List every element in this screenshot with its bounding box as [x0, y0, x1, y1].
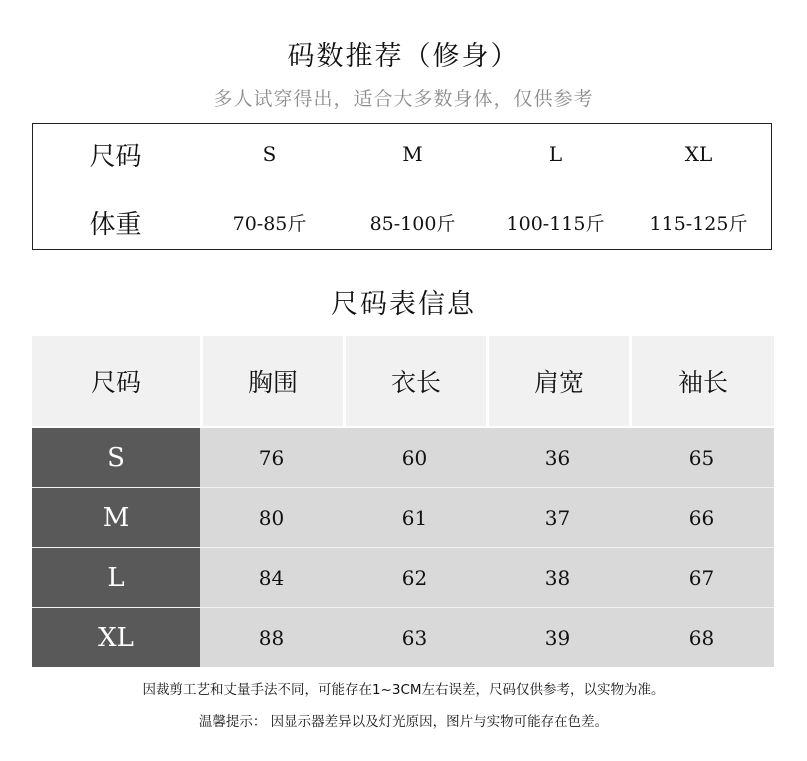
rec-size-l: L — [548, 142, 563, 166]
row-length: 63 — [343, 608, 486, 667]
row-sleeve: 68 — [629, 608, 774, 667]
header-chest: 胸围 — [203, 336, 343, 426]
page-title: 码数推荐（修身） — [287, 41, 520, 72]
row-length: 60 — [343, 428, 486, 487]
size-table — [32, 336, 774, 667]
recommendation-weight-row — [33, 202, 771, 242]
row-length: 62 — [343, 548, 486, 607]
recommendation-size-row — [33, 134, 771, 174]
table-body — [32, 428, 774, 667]
header-length: 衣长 — [346, 336, 486, 426]
row-shoulder: 37 — [486, 488, 629, 547]
size-table-title: 尺码表信息 — [331, 289, 476, 320]
rec-weight-m: 85-100斤 — [369, 212, 456, 235]
page-subtitle: 多人试穿得出，适合大多数身体，仅供参考 — [213, 88, 594, 110]
display-color-note: 温馨提示： 因显示器差异以及灯光原因，图片与实物可能存在色差。 — [198, 714, 609, 730]
weight-label: 体重 — [89, 209, 142, 240]
table-row — [32, 608, 774, 667]
header-sleeve: 袖长 — [632, 336, 774, 426]
row-sleeve: 66 — [629, 488, 774, 547]
row-size: XL — [32, 608, 200, 667]
rec-weight-xl: 115-125斤 — [649, 212, 748, 235]
row-size: S — [32, 428, 200, 487]
rec-weight-l: 100-115斤 — [506, 212, 605, 235]
table-row — [32, 488, 774, 548]
row-size: M — [32, 488, 200, 547]
header-size: 尺码 — [32, 336, 200, 426]
table-row — [32, 428, 774, 488]
size-recommendation-box — [32, 123, 772, 250]
row-sleeve: 67 — [629, 548, 774, 607]
row-chest: 84 — [200, 548, 343, 607]
row-chest: 88 — [200, 608, 343, 667]
row-chest: 76 — [200, 428, 343, 487]
row-chest: 80 — [200, 488, 343, 547]
rec-size-xl: XL — [684, 142, 713, 166]
row-shoulder: 38 — [486, 548, 629, 607]
size-label: 尺码 — [89, 141, 142, 172]
rec-size-s: S — [262, 142, 277, 166]
table-header-row — [32, 336, 774, 426]
row-shoulder: 39 — [486, 608, 629, 667]
row-shoulder: 36 — [486, 428, 629, 487]
row-length: 61 — [343, 488, 486, 547]
rec-weight-s: 70-85斤 — [232, 212, 307, 235]
table-row — [32, 548, 774, 608]
rec-size-m: M — [402, 142, 423, 166]
measurement-note: 因裁剪工艺和丈量手法不同，可能存在1~3CM左右误差，尺码仅供参考，以实物为准。 — [142, 682, 665, 698]
header-shoulder: 肩宽 — [489, 336, 629, 426]
row-size: L — [32, 548, 200, 607]
row-sleeve: 65 — [629, 428, 774, 487]
